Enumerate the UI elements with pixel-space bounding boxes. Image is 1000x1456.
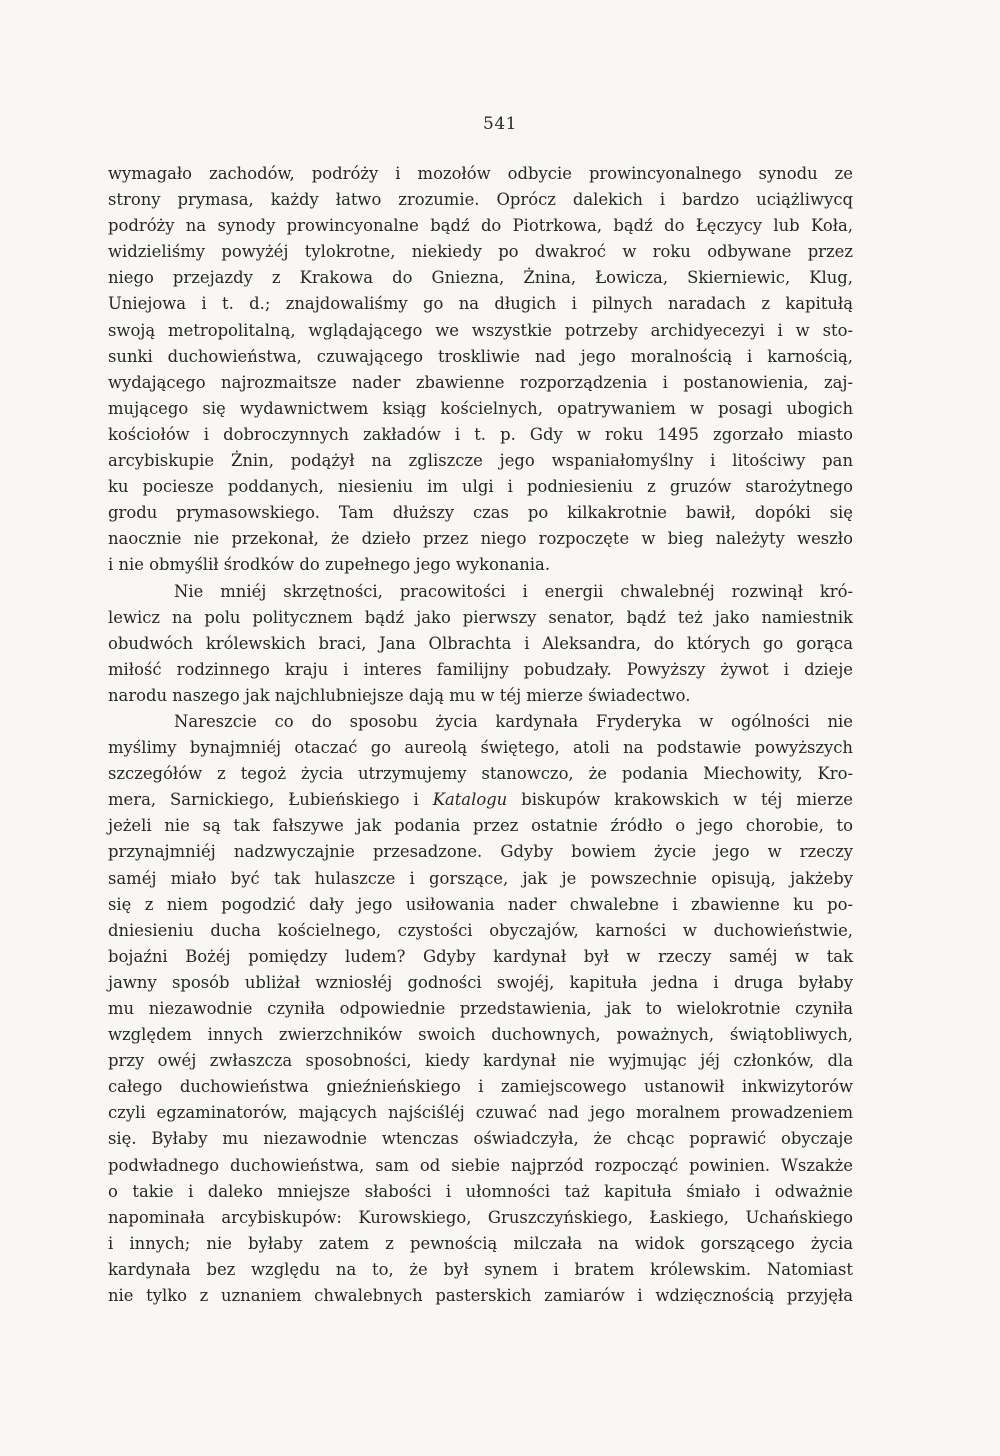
text-line: swoją metropolitalną, wglądającego we wszystkie potrzeby archidyecezyi i w sto- <box>108 320 853 340</box>
text-line: jeżeli nie są tak fałszywe jak podania przez ostatnie źródło o jego chorobie, to <box>108 816 853 836</box>
text-line: Nie mniéj skrzętności, pracowitości i energii chwalebnéj rozwinął kró- <box>174 581 853 601</box>
text-line: miłość rodzinnego kraju i interes familijny pobudzały. Powyższy żywot i dzieje <box>108 659 853 679</box>
text-line: sunki duchowieństwa, czuwającego troskliwie nad jego moralnością i karnością, <box>108 346 853 366</box>
body-text <box>108 161 853 1309</box>
text-line: kościołów i dobroczynnych zakładów i t. p. Gdy w roku 1495 zgorzało miasto <box>108 424 853 444</box>
text-line: wymagało zachodów, podróży i mozołów odbycie prowincyonalnego synodu ze <box>108 164 853 183</box>
text-line: się z niem pogodzić dały jego usiłowania nader chwalebne i zbawienne ku po- <box>108 894 853 914</box>
text-line: obudwóch królewskich braci, Jana Olbrachta i Aleksandra, do których go gorąca <box>108 633 853 653</box>
text-line: szczegółów z tegoż życia utrzymujemy stanowczo, że podania Miechowity, Kro- <box>108 764 853 784</box>
text-line: nie tylko z uznaniem chwalebnych pasterskich zamiarów i wdzięcznością przyjęła <box>108 1286 853 1306</box>
text-line: widzieliśmy powyżéj tylokrotne, niekiedy po dwakroć w roku odbywane przez <box>108 242 853 262</box>
text-line: przynajmniéj nadzwyczajnie przesadzone. Gdyby bowiem życie jego w rzeczy <box>108 842 853 862</box>
text-line: i innych; nie byłaby zatem z pewnością milczała na widok gorszącego życia <box>108 1233 853 1253</box>
text-line: Nareszcie co do sposobu życia kardynała Fryderyka w ogólności nie <box>174 711 853 731</box>
text-line: jawny sposób ubliżał wzniosłéj godności swojéj, kapituła jedna i druga byłaby <box>108 972 853 992</box>
text-line: kardynała bez względu na to, że był synem i bratem królewskim. Natomiast <box>108 1259 853 1279</box>
text-line: przy owéj zwłaszcza sposobności, kiedy kardynał nie wyjmując jéj członków, dla <box>108 1051 853 1071</box>
text-line: strony prymasa, każdy łatwo zrozumie. Oprócz dalekich i bardzo uciążliwycq <box>108 190 853 210</box>
text-line: względem innych zwierzchników swoich duchownych, poważnych, świątobliwych, <box>108 1025 853 1045</box>
text-line: naocznie nie przekonał, że dzieło przez niego rozpoczęte w bieg należyty weszło <box>108 529 853 549</box>
text-line: lewicz na polu politycznem bądź jako pierwszy senator, bądź też jako namiestnik <box>108 607 853 627</box>
text-line: Uniejowa i t. d.; znajdowaliśmy go na długich i pilnych naradach z kapitułą <box>108 294 853 314</box>
text-line: czyli egzaminatorów, mających najściśléj czuwać nad jego moralnem prowadzeniem <box>108 1103 853 1123</box>
text-line: niego przejazdy z Krakowa do Gniezna, Żnina, Łowicza, Skierniewic, Klug, <box>108 268 853 288</box>
text-line: mu niezawodnie czyniła odpowiednie przedstawienia, jak to wielokrotnie czyniła <box>108 999 853 1018</box>
text-line: myślimy bynajmniéj otaczać go aureolą świętego, atoli na podstawie powyższych <box>108 738 853 758</box>
text-line: mera, Sarnickiego, Łubieńskiego i Katalogu biskupów krakowskich w téj mierze <box>108 790 853 810</box>
text-line: mującego się wydawnictwem ksiąg kościelnych, opatrywaniem w posagi ubogich <box>108 398 853 418</box>
text-line: saméj miało być tak hulaszcze i gorszące, jak je powszechnie opisują, jakżeby <box>108 868 853 888</box>
text-line: podróży na synody prowincyonalne bądź do Piotrkowa, bądź do Łęczycy lub Koła, <box>108 216 853 236</box>
text-line: napominała arcybiskupów: Kurowskiego, Gruszczyńskiego, Łaskiego, Uchańskiego <box>108 1207 853 1227</box>
page-number: 541 <box>483 114 517 134</box>
text-line: arcybiskupie Żnin, podążył na zgliszcze jego wspaniałomyślny i litościwy pan <box>108 451 853 471</box>
text-line: wydającego najrozmaitsze nader zbawienne rozporządzenia i postanowienia, zaj- <box>108 372 853 392</box>
text-line: dniesieniu ducha kościelnego, czystości obyczajów, karności w duchowieństwie, <box>108 920 853 940</box>
text-line: grodu prymasowskiego. Tam dłuższy czas po kilkakrotnie bawił, dopóki się <box>108 503 853 523</box>
text-line: i nie obmyślił środków do zupełnego jego wykonania. <box>108 555 551 575</box>
text-line: o takie i daleko mniejsze słabości i ułomności taż kapituła śmiało i odważnie <box>108 1181 853 1201</box>
text-line: ku pociesze poddanych, niesieniu im ulgi i podniesieniu z gruzów starożytnego <box>108 477 853 497</box>
text-line: bojaźni Bożéj pomiędzy ludem? Gdyby kardynał był w rzeczy saméj w tak <box>108 946 853 966</box>
text-line: się. Byłaby mu niezawodnie wtenczas oświadczyła, że chcąc poprawić obyczaje <box>108 1129 853 1149</box>
text-line: narodu naszego jak najchlubniejsze dają mu w téj mierze świadectwo. <box>108 685 691 705</box>
text-line: podwładnego duchowieństwa, sam od siebie najprzód rozpocząć powinien. Wszakże <box>108 1155 853 1175</box>
text-line: całego duchowieństwa gnieźnieńskiego i zamiejscowego ustanowił inkwizytorów <box>108 1077 853 1097</box>
italic-title: Katalogu <box>432 790 508 810</box>
